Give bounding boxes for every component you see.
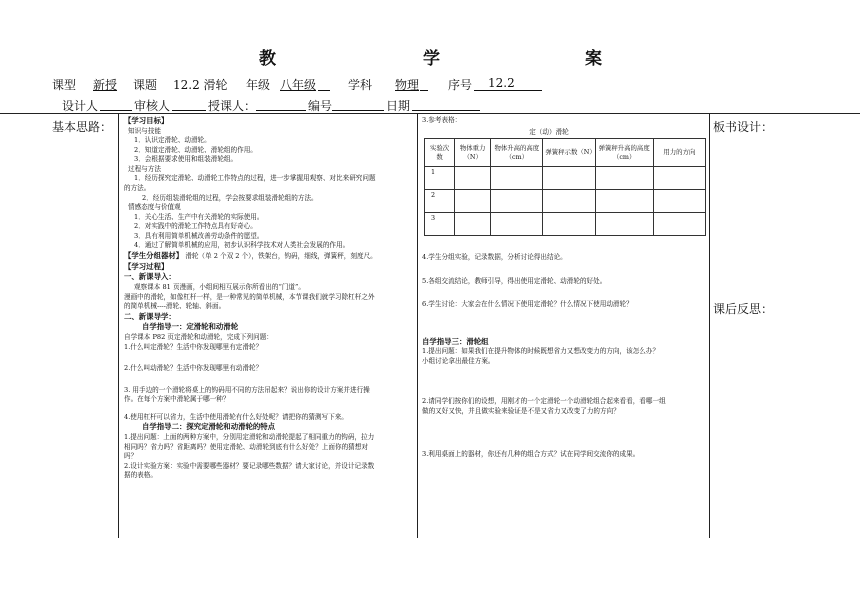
step-5: 5.各组交流结论，教师引导，得出使用定滑轮、动滑轮的好处。 (422, 276, 607, 285)
experiment-table (424, 138, 706, 236)
guide3-2b: 做的又好又快，并且做实验来验证是不是又省力又改变了力的方向？ (422, 407, 620, 416)
new-intro-heading: 一、新课导入： (124, 272, 176, 282)
header-spring-reading: 弹簧秤示数（N） (543, 139, 595, 167)
materials-text: 滑轮（单 2 个双 2 个），铁架台，钩码，细线，弹簧秤，刻度尺。 (185, 251, 377, 260)
row-number: 3 (425, 213, 455, 236)
divider-3 (709, 113, 710, 538)
frame-top-line (0, 113, 860, 114)
goal-k3: 3．会根据要求使用和组装滑轮组。 (134, 155, 238, 164)
materials-line (124, 251, 414, 262)
guide3-3: 3.利用桌面上的器材，你还有几种的组合方式？试在同学间交流你的成果。 (422, 449, 640, 458)
column-experiment (422, 116, 706, 137)
goal-p1a: 1．经历探究定滑轮、动滑轮工作特点的过程，进一步掌握用观察、对比来研究问题 (134, 174, 376, 183)
reviewer-label: 审核人 (134, 99, 171, 113)
guide2-a3: 吗？ (124, 452, 138, 461)
guide1-d1: 3. 用手边的一个滑轮将桌上的钩码用不同的方法吊起来？说出你的设计方案并进行操 (124, 385, 370, 394)
teacher-blank (256, 110, 306, 111)
divider-1 (118, 113, 119, 538)
process2-heading: 【学习过程】 (124, 261, 169, 271)
goal-p2: 2．经历组装滑轮组的过程，学会按要求组装滑轮组的方法。 (142, 193, 318, 202)
title-char-2: 学 (423, 49, 440, 69)
goal-a2: 2．对实践中的滑轮工作特点具有好奇心。 (134, 222, 257, 231)
reflection-label: 课后反思： (713, 302, 774, 316)
number-label: 编号 (308, 99, 333, 113)
guide2-heading: 自学指导二：探究定滑轮和动滑轮的特点 (142, 422, 276, 432)
designer-label: 设计人 (62, 99, 99, 113)
goal-p1b: 的方法。 (124, 184, 151, 193)
intro-2: 漫画中的滑轮，如像杠杆一样，是一种常见的简单机械，本节课我们就学习除杠杆之外 (124, 292, 375, 301)
divider-2 (417, 113, 418, 538)
column-learning-goals (124, 116, 414, 481)
date-label: 日期 (386, 99, 411, 113)
goal-a4: 4．通过了解简单机械的应用，初步认识科学技术对人类社会发展的作用。 (134, 241, 350, 250)
guide2-a1: 1.提出问题：上面的两种方案中，分别用定滑轮和动滑轮提起了相同重力的钩码，拉力 (124, 433, 375, 442)
goals-heading: 【学习目标】 (124, 116, 169, 125)
process-heading: 过程与方法 (128, 164, 161, 173)
course-type-value: 新授 (93, 78, 118, 92)
table-row (425, 190, 706, 213)
header-weight: 物体重力（N） (455, 139, 491, 167)
guide2-b2: 据的表格。 (124, 471, 157, 480)
guide1-c: 2.什么叫动滑轮？生活中你发现哪里有动滑轮？ (124, 364, 263, 373)
header-spring-height: 弹簧秤升高的高度（cm） (595, 139, 653, 167)
header-force-direction: 用力的方向 (653, 139, 705, 167)
new-guide-heading: 二、新课导学： (124, 311, 176, 321)
number-blank (332, 110, 384, 111)
guide3-1a: 1.提出问题：如果我们在提升物体的时候既想省力又想改变力的方向，该怎么办？ (422, 347, 660, 356)
grade-value: 八年级 (280, 78, 317, 92)
course-type-label: 课型 (52, 78, 77, 92)
board-design-label: 板书设计： (713, 120, 774, 134)
materials-heading: 【学生分组器材】 (124, 250, 184, 260)
teacher-label: 授课人： (208, 99, 257, 113)
designer-blank (100, 110, 132, 111)
row-number: 2 (425, 190, 455, 213)
guide1-heading: 自学指导一：定滑轮和动滑轮 (142, 322, 239, 332)
knowledge-heading: 知识与技能 (128, 126, 161, 135)
guide1-d2: 作。在每个方案中滑轮属于哪一种？ (124, 395, 230, 404)
guide3-1b: 小组讨论拿出最佳方案。 (422, 356, 495, 365)
topic-label: 课题 (133, 78, 158, 92)
column-experiment-steps (422, 253, 706, 459)
title-char-1: 教 (259, 49, 276, 69)
guide1-a: 自学课本 P82 页定滑轮和动滑轮，完成下列问题： (124, 333, 273, 342)
subject-value: 物理 (395, 78, 420, 92)
topic-value: 12.2 滑轮 (173, 78, 228, 92)
row-number: 1 (425, 167, 455, 190)
serial-value: 12.2 (488, 76, 515, 90)
table-row (425, 213, 706, 236)
guide2-b1: 2.设计实验方案：实验中需要哪些器材？要记录哪些数据？请大家讨论，并设计记录数 (124, 461, 375, 470)
step-6: 6.学生讨论：大家会在什么情况下使用定滑轮？什么情况下使用动滑轮？ (422, 300, 633, 309)
guide3-heading: 自学指导三：滑轮组 (422, 336, 489, 346)
guide2-a2: 相同吗？省力吗？省距离吗？使用定滑轮、动滑轮到底有什么好处？上面你的猜想对 (124, 442, 368, 451)
goal-a3: 3．具有利用简单机械改善劳动条件的愿望。 (134, 231, 264, 240)
header-trial: 实验次数 (425, 139, 455, 167)
table-header-row (425, 139, 706, 167)
step-4: 4.学生分组实验，记录数据，分析讨论得出结论。 (422, 253, 567, 261)
subject-label: 学科 (348, 78, 373, 92)
table-caption: 定（动）滑轮 (529, 127, 569, 136)
serial-label: 序号 (448, 78, 473, 92)
basic-ideas-label: 基本思路： (52, 120, 113, 134)
guide1-b: 1.什么叫定滑轮？生活中你发现哪里有定滑轮？ (124, 342, 263, 351)
grade-label: 年级 (246, 78, 271, 92)
intro-3: 的简单机械----滑轮、轮轴、斜面。 (124, 302, 226, 311)
ref-table-label: 3.参考表格： (422, 116, 462, 124)
date-blank (412, 110, 480, 111)
attitude-heading: 情感态度与价值观 (128, 203, 181, 212)
goal-k1: 1．认识定滑轮、动滑轮。 (134, 136, 211, 145)
intro-1: 观察课本 81 页漫画，小组间相互展示你所看出的“门道”。 (134, 283, 305, 292)
guide3-2a: 2.请同学们按你们的设想，用刚才的一个定滑轮一个动滑轮组合起来看看，看哪一组 (422, 397, 666, 406)
table-row (425, 167, 706, 190)
goal-k2: 2．知道定滑轮、动滑轮、滑轮组的作用。 (134, 145, 257, 154)
guide1-e: 4.使用杠杆可以省力，生活中使用滑轮有什么好处呢？请把你的猜测写下来。 (124, 412, 348, 421)
title-char-3: 案 (585, 49, 602, 69)
header-object-height: 物体升高的高度（cm） (491, 139, 543, 167)
goal-a1: 1．关心生活、生产中有关滑轮的实际使用。 (134, 212, 264, 221)
reviewer-blank (172, 110, 206, 111)
